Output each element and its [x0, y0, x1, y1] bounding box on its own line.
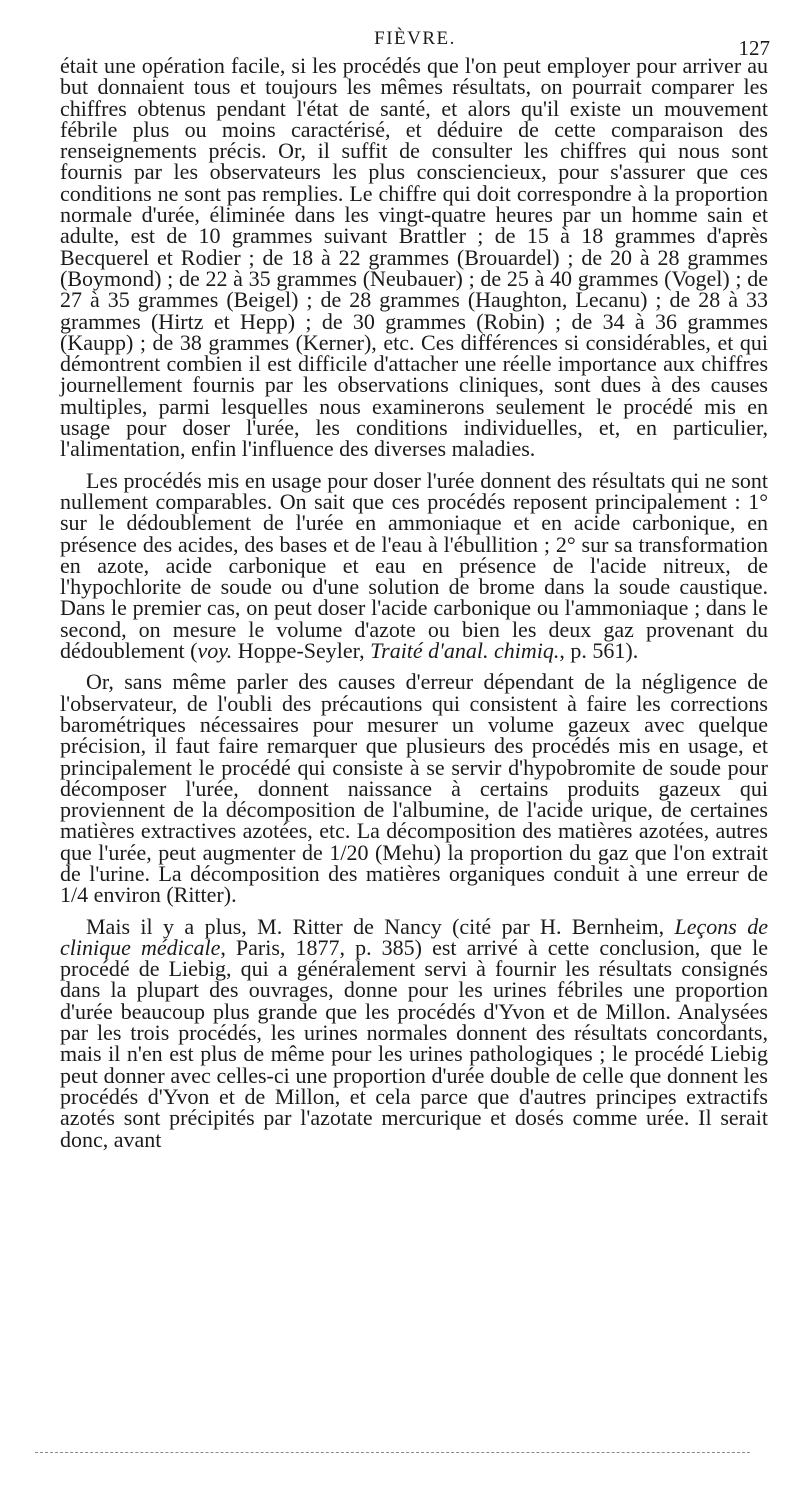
running-title: FIÈVRE.: [374, 28, 456, 49]
italic-text-segment: voy.: [197, 638, 233, 664]
paragraph: [60, 55, 768, 460]
paragraph: [60, 467, 768, 664]
italic-text-segment: Leçons de clinique médicale: [60, 913, 768, 960]
text-segment: , p. 561).: [559, 638, 639, 664]
text-segment: Mais il y a plus, M. Ritter de Nancy (cité par H. Bernheim,: [86, 913, 675, 939]
italic-text-segment: Traité d'anal. chimiq.: [370, 638, 560, 664]
text-segment: Hoppe-Seyler,: [232, 638, 371, 664]
body-text: [60, 55, 768, 1160]
paragraph: [60, 669, 768, 908]
text-segment: Les procédés mis en usage pour doser l'urée donnent des résultats qui ne sont nullement comparables. On sait que ces procédés reposent principalement : 1° sur le dédoublement de l'urée en ammoniaque et en acide carbonique, en présence des acides, des bases et de l'eau à l'ébullition ; 2° sur sa transformation en azote, acide carbonique et eau en présence de l'acide nitreux, de l'hypochlorite de soude ou d'une solution de brome dans la soude caustique. Dans le premier cas, on peut doser l'acide carbonique ou l'ammoniaque ; dans le second, on mesure le volume d'azote ou bien les deux gaz provenant du dédoublement (: [60, 467, 768, 664]
running-head: [60, 28, 770, 60]
page-number: 127: [738, 36, 770, 60]
text-segment: , Paris, 1877, p. 385) est arrivé à cette conclusion, que le procédé de Liebig, qui a généralement servi à fournir les résultats consignés dans la plupart des ouvrages, donne pour les urines fébriles une proportion d'urée beaucoup plus grande que les procédés d'Yvon et de Millon. Analysées par les trois procédés, les urines normales donnent des résultats concordants, mais il n'en est plus de même pour les urines pathologiques ; le procédé Liebig peut donner avec celles-ci une proportion d'urée double de celle que donnent les procédés d'Yvon et de Millon, et cela parce que d'autres principes extractifs azotés sont précipités par l'azotate mercurique et dosés comme urée. Il serait donc, avant: [60, 934, 768, 1152]
paragraph: [60, 913, 768, 1152]
text-segment: était une opération facile, si les procédés que l'on peut employer pour arriver au but donnaient tous et toujours les mêmes résultats, on pourrait comparer les chiffres obtenus pendant l'état de santé, et alors qu'il existe un mouvement fébrile plus ou moins caractérisé, et déduire de cette comparaison des renseignements précis. Or, il suffit de consulter les chiffres qui nous sont fournis par les observateurs les plus consciencieux, pour s'assurer que ces conditions ne sont pas remplies. Le chiffre qui doit correspondre à la proportion normale d'urée, éliminée dans les vingt-quatre heures par un homme sain et adulte, est de 10 grammes suivant Brattler ; de 15 à 18 grammes d'après Becquerel et Rodier ; de 18 à 22 grammes (Brouardel) ; de 20 à 28 grammes (Boymond) ; de 22 à 35 grammes (Neubauer) ; de 25 à 40 grammes (Vogel) ; de 27 à 35 grammes (Beigel) ; de 28 grammes (Haughton, Lecanu) ; de 28 à 33 grammes (Hirtz et Hepp) ; de 30 grammes (Robin) ; de 34 à 36 grammes (Kaupp) ; de 38 grammes (Kerner), etc. Ces différences si considérables, et qui démontrent combien il est difficile d'attacher une réelle importance aux chiffres journellement fournis par les observations cliniques, sont dues à des causes multiples, parmi lesquelles nous examinerons seulement le procédé mis en usage pour doser l'urée, les conditions individuelles, et, en particulier, l'alimentation, enfin l'influence des diverses maladies.: [60, 53, 768, 462]
text-segment: Or, sans même parler des causes d'erreur dépendant de la négligence de l'observateur, de l'oubli des précautions qui consistent à faire les corrections barométriques nécessaires pour mesurer un volume gazeux avec quelque précision, il faut faire remarquer que plusieurs des procédés mis en usage, et principalement le procédé qui consiste à se servir d'hypobromite de soude pour décomposer l'urée, donnent naissance à certains produits gazeux qui proviennent de la décomposition de l'albumine, de l'acide urique, de certaines matières extractives azotées, etc. La décomposition des matières azotées, autres que l'urée, peut augmenter de 1/20 (Mehu) la proportion du gaz que l'on extrait de l'urine. La décomposition des matières organiques conduit à une erreur de 1/4 environ (Ritter).: [60, 669, 768, 908]
footer-rule: [35, 1452, 750, 1453]
